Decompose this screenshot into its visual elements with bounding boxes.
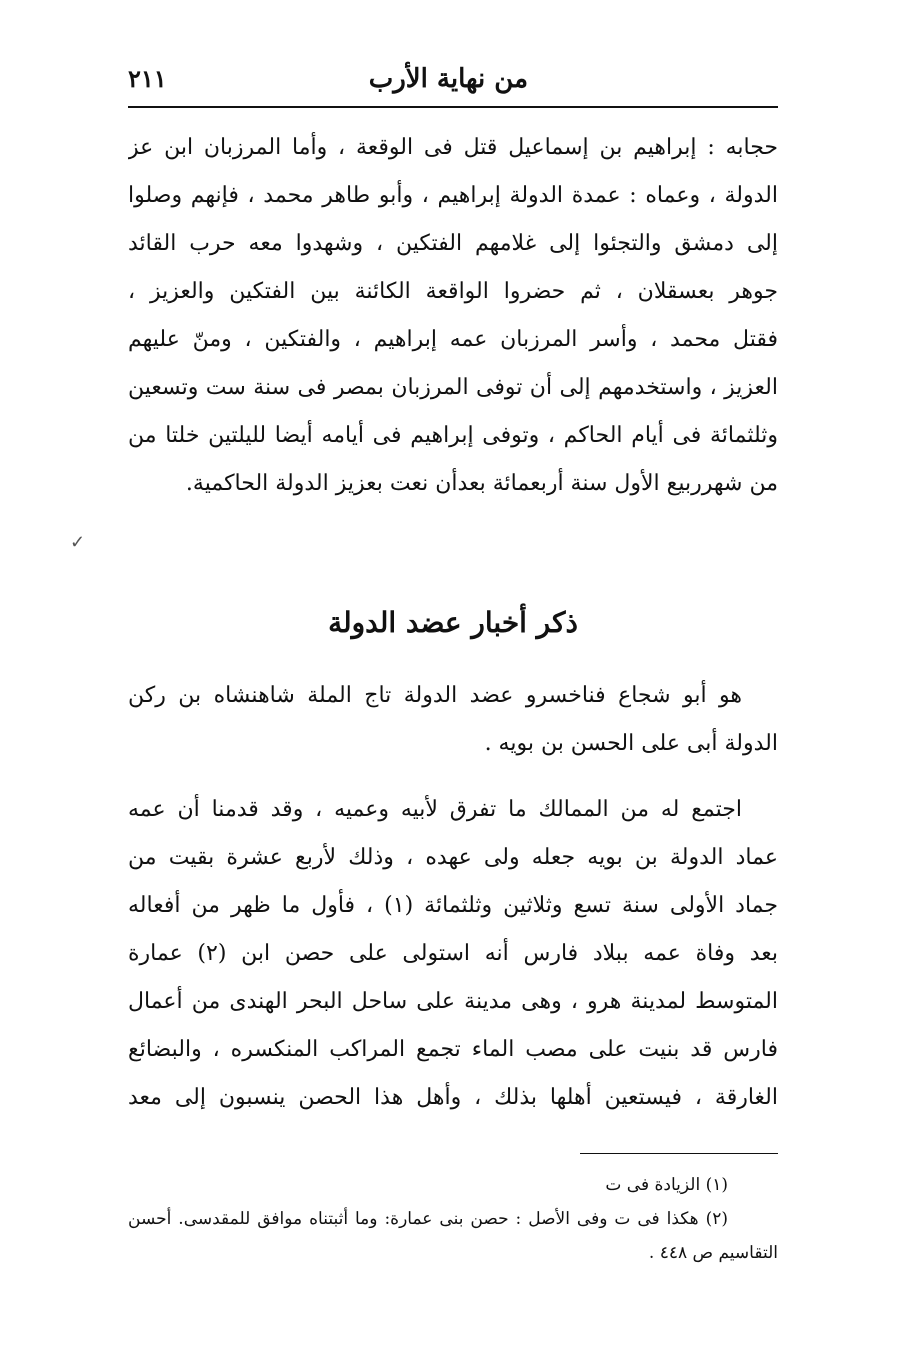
paragraph-2 [128,672,778,768]
text-line: الدولة أبى على الحسن بن بويه . [484,731,778,756]
page-number: ٢١١ [128,64,167,93]
footnote-1: (١) الزيادة فى ت [605,1175,728,1195]
text-line: إلى دمشق والتجئوا إلى غلامهم الفتكين ، وشهدوا معه حرب القائد [128,231,778,256]
text-line: المتوسط لمدينة هرو ، وهى مدينة على ساحل البحر الهندى من أعمال [128,989,778,1014]
text-line: عماد الدولة بن بويه جعله ولى عهده ، وذلك لأربع عشرة بقيت من [128,845,778,870]
section-heading: ذكر أخبار عضد الدولة [328,606,578,639]
text-line: حجابه : إبراهيم بن إسماعيل قتل فى الوقعة ، وأما المرزبان ابن عز [128,135,778,160]
text-line: فقتل محمد ، وأسر المرزبان عمه إبراهيم ، والفتكين ، ومنّ عليهم [128,327,778,352]
text-line: بعد وفاة عمه ببلاد فارس أنه استولى على حصن ابن (٢) عمارة [128,941,778,966]
text-line: جماد الأولى سنة تسع وثلاثين وثلثمائة (١) ، فأول ما ظهر من أفعاله [128,893,778,918]
text-line: من شهرربيع الأول سنة أربعمائة بعدأن نعت بعزيز الدولة الحاكمية. [185,471,778,496]
text-line: العزيز ، واستخدمهم إلى أن توفى المرزبان بمصر فى سنة ست وتسعين [128,375,778,400]
text-line: وثلثمائة فى أيام الحاكم ، وتوفى إبراهيم فى أيامه أيضا لليلتين خلتا من [128,423,778,448]
footnote-rule [580,1153,778,1154]
text-line: اجتمع له من الممالك ما تفرق لأبيه وعميه ، وقد قدمنا أن عمه [128,797,742,822]
paragraph-3 [128,786,778,1122]
text-line: الغارقة ، فيستعين أهلها بذلك ، وأهل هذا الحصن ينسبون إلى معد [128,1085,778,1110]
paragraph-1 [128,124,778,508]
text-line: جوهر بعسقلان ، ثم حضروا الواقعة الكائنة بين الفتكين والعزيز ، [128,279,778,304]
text-line: هو أبو شجاع فناخسرو عضد الدولة تاج الملة شاهنشاه بن ركن [128,683,742,708]
footnotes [128,1168,778,1270]
margin-mark: ✓ [70,532,86,553]
text-line: فارس قد بنيت على مصب الماء تجمع المراكب المنكسره ، والبضائع [128,1037,778,1062]
footnote-2: (٢) هكذا فى ت وفى الأصل : حصن بنى عمارة: وما أثبتناه موافق للمقدسى. أحسن [128,1209,728,1229]
footnote-2-continued: التقاسيم ص ٤٤٨ . [648,1243,778,1263]
running-title: من نهاية الأرب [368,64,528,94]
page-header [128,62,778,108]
text-line: الدولة ، وعماه : عمدة الدولة إبراهيم ، وأبو طاهر محمد ، فإنهم وصلوا [128,183,778,208]
